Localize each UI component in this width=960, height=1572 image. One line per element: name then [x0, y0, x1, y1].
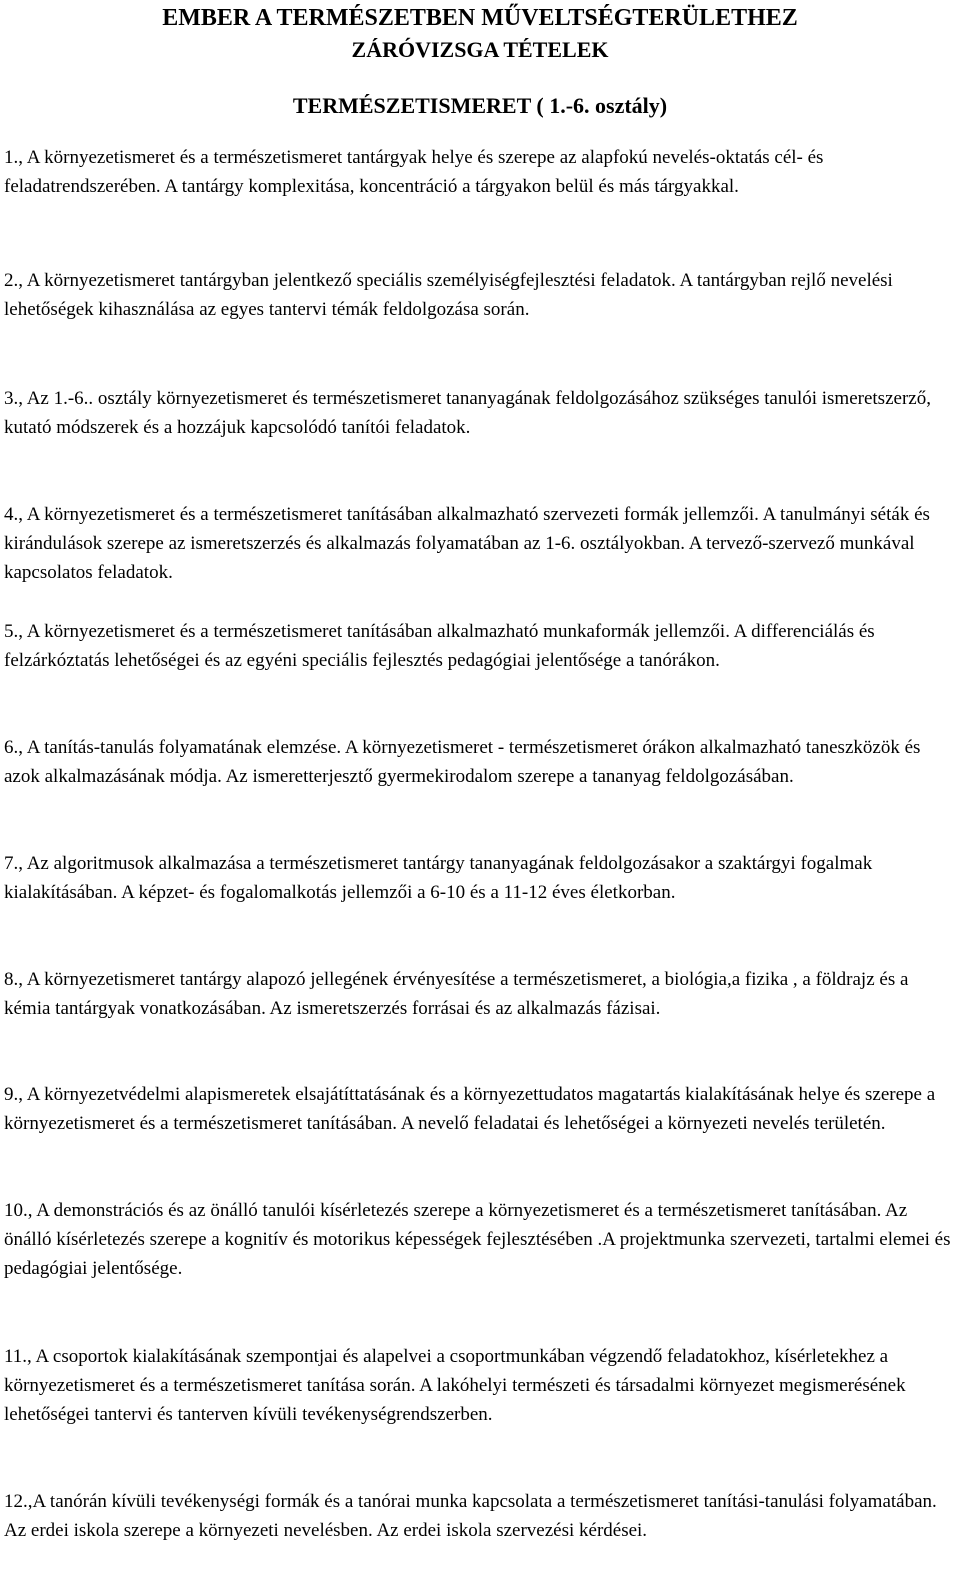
exam-topic-2: 2., A környezetismeret tantárgyban jelentkező speciális személyiségfejlesztési feladatok. A tantárgyban rejlő nevelési lehetőségek kihasználása az egyes tantervi témák feldolgozása során.: [4, 270, 893, 320]
document-title-line2: ZÁRÓVIZSGA TÉTELEK: [351, 37, 609, 62]
exam-topic-12: 12.,A tanórán kívüli tevékenységi formák és a tanórai munka kapcsolata a természetismeret tanítási-tanulási folyamatában. Az erdei iskola szerepe a környezeti nevelésben. Az erdei iskola szervezési kérdései.: [4, 1491, 937, 1541]
exam-topic-4: 4., A környezetismeret és a természetismeret tanításában alkalmazható szervezeti formák jellemzői. A tanulmányi séták és kirándulások szerepe az ismeretszerzés és alkalmazás folyamatában az 1-6. osztályokban. A tervező-szervező munkával kapcsolatos feladatok.: [4, 504, 930, 583]
exam-topic-5: 5., A környezetismeret és a természetismeret tanításában alkalmazható munkaformák jellemzői. A differenciálás és felzárkóztatás lehetőségei és az egyéni speciális fejlesztés pedagógiai jelentősége a tanórákon.: [4, 621, 875, 671]
exam-topic-10: 10., A demonstrációs és az önálló tanulói kísérletezés szerepe a környezetismeret és a természetismeret tanításában. Az önálló kísérletezés szerepe a kognitív és motorikus képességek fejlesztésében .A projektmunka szervezeti, tartalmi elemei és pedagógiai jelentősége.: [4, 1200, 951, 1279]
document-subtitle: TERMÉSZETISMERET ( 1.-6. osztály): [292, 93, 668, 118]
exam-topic-6: 6., A tanítás-tanulás folyamatának elemzése. A környezetismeret - természetismeret órákon alkalmazható taneszközök és azok alkalmazásának módja. Az ismeretterjesztő gyermekirodalom szerepe a tananyag feldolgozásában.: [4, 737, 921, 787]
exam-topic-3: 3., Az 1.-6.. osztály környezetismeret és természetismeret tananyagának feldolgozásához szükséges tanulói ismeretszerző, kutató módszerek és a hozzájuk kapcsolódó tanítói feladatok.: [4, 388, 931, 438]
exam-topic-7: 7., Az algoritmusok alkalmazása a természetismeret tantárgy tananyagának feldolgozásakor a szaktárgyi fogalmak kialakításában. A képzet- és fogalomalkotás jellemzői a 6-10 és a 11-12 éves életkorban.: [4, 853, 873, 903]
exam-topic-11: 11., A csoportok kialakításának szempontjai és alapelvei a csoportmunkában végzendő feladatokhoz, kísérletekhez a környezetismeret és a természetismeret tanítása során. A lakóhelyi természeti és társadalmi környezet megismerésének lehetőségei tantervi és tanterven kívüli tevékenységrendszerben.: [4, 1346, 906, 1425]
exam-topic-8: 8., A környezetismeret tantárgy alapozó jellegének érvényesítése a természetismeret, a biológia,a fizika , a földrajz és a kémia tantárgyak vonatkozásában. Az ismeretszerzés forrásai és az alkalmazás fázisai.: [4, 969, 909, 1019]
document-title: EMBER A TERMÉSZETBEN MŰVELTSÉGTERÜLETHEZ: [162, 5, 798, 31]
exam-topic-1: 1., A környezetismeret és a természetismeret tantárgyak helye és szerepe az alapfokú nevelés-oktatás cél- és feladatrendszerében. A tantárgy komplexitása, koncentráció a tárgyakon belül és más tárgyakkal.: [4, 147, 824, 197]
exam-topic-9: 9., A környezetvédelmi alapismeretek elsajátíttatásának és a környezettudatos magatartás kialakításának helye és szerepe a környezetismeret és a természetismeret tanításában. A nevelő feladatai és lehetőségei a környezeti nevelés területén.: [4, 1084, 936, 1134]
